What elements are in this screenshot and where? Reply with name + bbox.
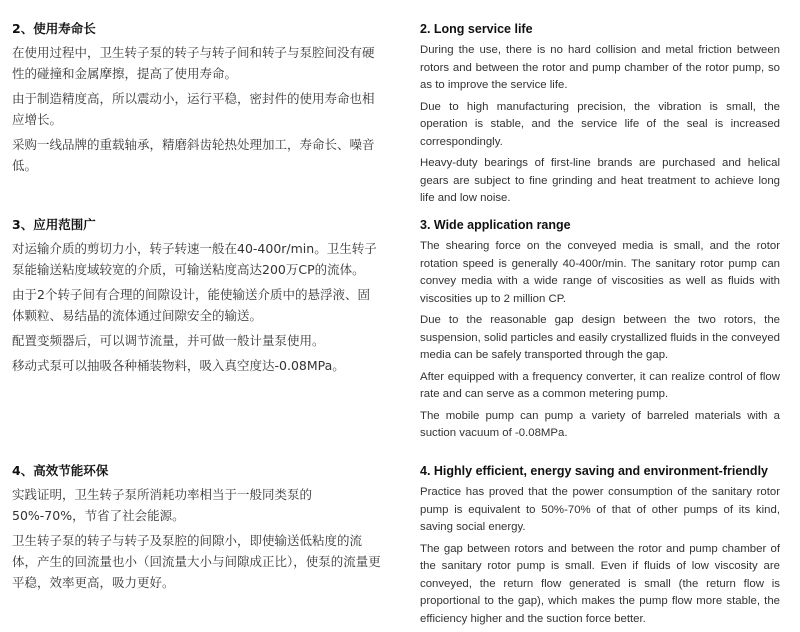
cn-paragraph: 对运输介质的剪切力小，转子转速一般在40-400r/min。卫生转子泵能输送粘度域较宽的介质，可输送粘度高达200万CP的流体。 <box>12 241 377 277</box>
en-paragraph: The gap between rotors and between the rotor and pump chamber of the sanitary rotor pump is small. Even if fluids of low viscosity are conveyed, the return flow generated is small (the return flow is proportional to the gap), which makes the pump flow more stable, the efficiency higher and the suction force better. <box>420 542 780 625</box>
en-paragraph: Practice has proved that the power consumption of the sanitary rotor pump is equivalent to 50%-70% of that of other pumps of its kind, saving social energy. <box>420 486 780 533</box>
cn-section-title: 2、使用寿命长 <box>12 21 96 36</box>
en-paragraph: The mobile pump can pump a variety of barreled materials with a suction vacuum of -0.08MPa. <box>420 409 780 439</box>
en-paragraph: Due to the reasonable gap design between the two rotors, the suspension, solid particles and easily crystallized fluids in the conveyed media can be safely transported through the gap. <box>420 314 780 361</box>
en-section-title: 2. Long service life <box>420 22 533 36</box>
cn-paragraph: 在使用过程中，卫生转子泵的转子与转子间和转子与泵腔间没有硬性的碰撞和金属摩擦，提高了使用寿命。 <box>12 45 375 81</box>
cn-paragraph: 配置变频器后，可以调节流量，并可做一般计量泵使用。 <box>12 333 325 348</box>
cn-paragraph: 实践证明，卫生转子泵所消耗功率相当于一般同类泵的50%-70%，节省了社会能源。 <box>12 487 313 523</box>
cn-paragraph: 由于制造精度高，所以震动小，运行平稳，密封件的使用寿命也相应增长。 <box>12 91 375 127</box>
en-paragraph: Due to high manufacturing precision, the vibration is small, the operation is stable, and the service life of the seal is increased correspondingly. <box>420 100 780 148</box>
cn-section-title: 3、应用范围广 <box>12 217 96 232</box>
cn-section-title: 4、高效节能环保 <box>12 463 109 478</box>
cn-section-application-range <box>12 216 382 380</box>
cn-paragraph: 卫生转子泵的转子与转子及泵腔的间隙小，即使输送低粘度的流体，产生的回流量也小（回流量大小与间隙成正比），使泵的流量更平稳，效率更高，吸力更好。 <box>12 533 381 590</box>
en-paragraph: Heavy-duty bearings of first-line brands are purchased and helical gears are subject to fine grinding and heat treatment to achieve long life and low noise. <box>420 157 780 204</box>
en-paragraph: During the use, there is no hard collision and metal friction between rotors and between the rotor and pump chamber of the rotor pump, so as to improve the service life. <box>420 44 780 91</box>
cn-paragraph: 采购一线品牌的重载轴承，精磨斜齿轮热处理加工，寿命长、噪音低。 <box>12 137 375 173</box>
cn-paragraph: 移动式泵可以抽吸各种桶装物料，吸入真空度达-0.08MPa。 <box>12 358 345 373</box>
en-paragraph: The shearing force on the conveyed media is small, and the rotor rotation speed is generally 40-400r/min. The sanitary rotor pump can convey media with a wide range of viscosities as well as fluids with viscosities up to 2 million CP. <box>420 240 780 305</box>
en-section-title: 3. Wide application range <box>420 218 571 232</box>
en-section-application-range <box>420 216 780 447</box>
cn-section-service-life <box>12 20 382 180</box>
en-section-service-life <box>420 20 780 212</box>
cn-section-energy-saving <box>12 462 382 597</box>
en-section-energy-saving <box>420 462 780 632</box>
en-paragraph: After equipped with a frequency converter, it can realize control of flow rate and can serve as a common metering pump. <box>420 370 780 400</box>
cn-paragraph: 由于2个转子间有合理的间隙设计，能使输送介质中的悬浮液、固体颗粒、易结晶的流体通过间隙安全的输送。 <box>12 287 370 323</box>
en-section-title: 4. Highly efficient, energy saving and environment-friendly <box>420 464 768 478</box>
